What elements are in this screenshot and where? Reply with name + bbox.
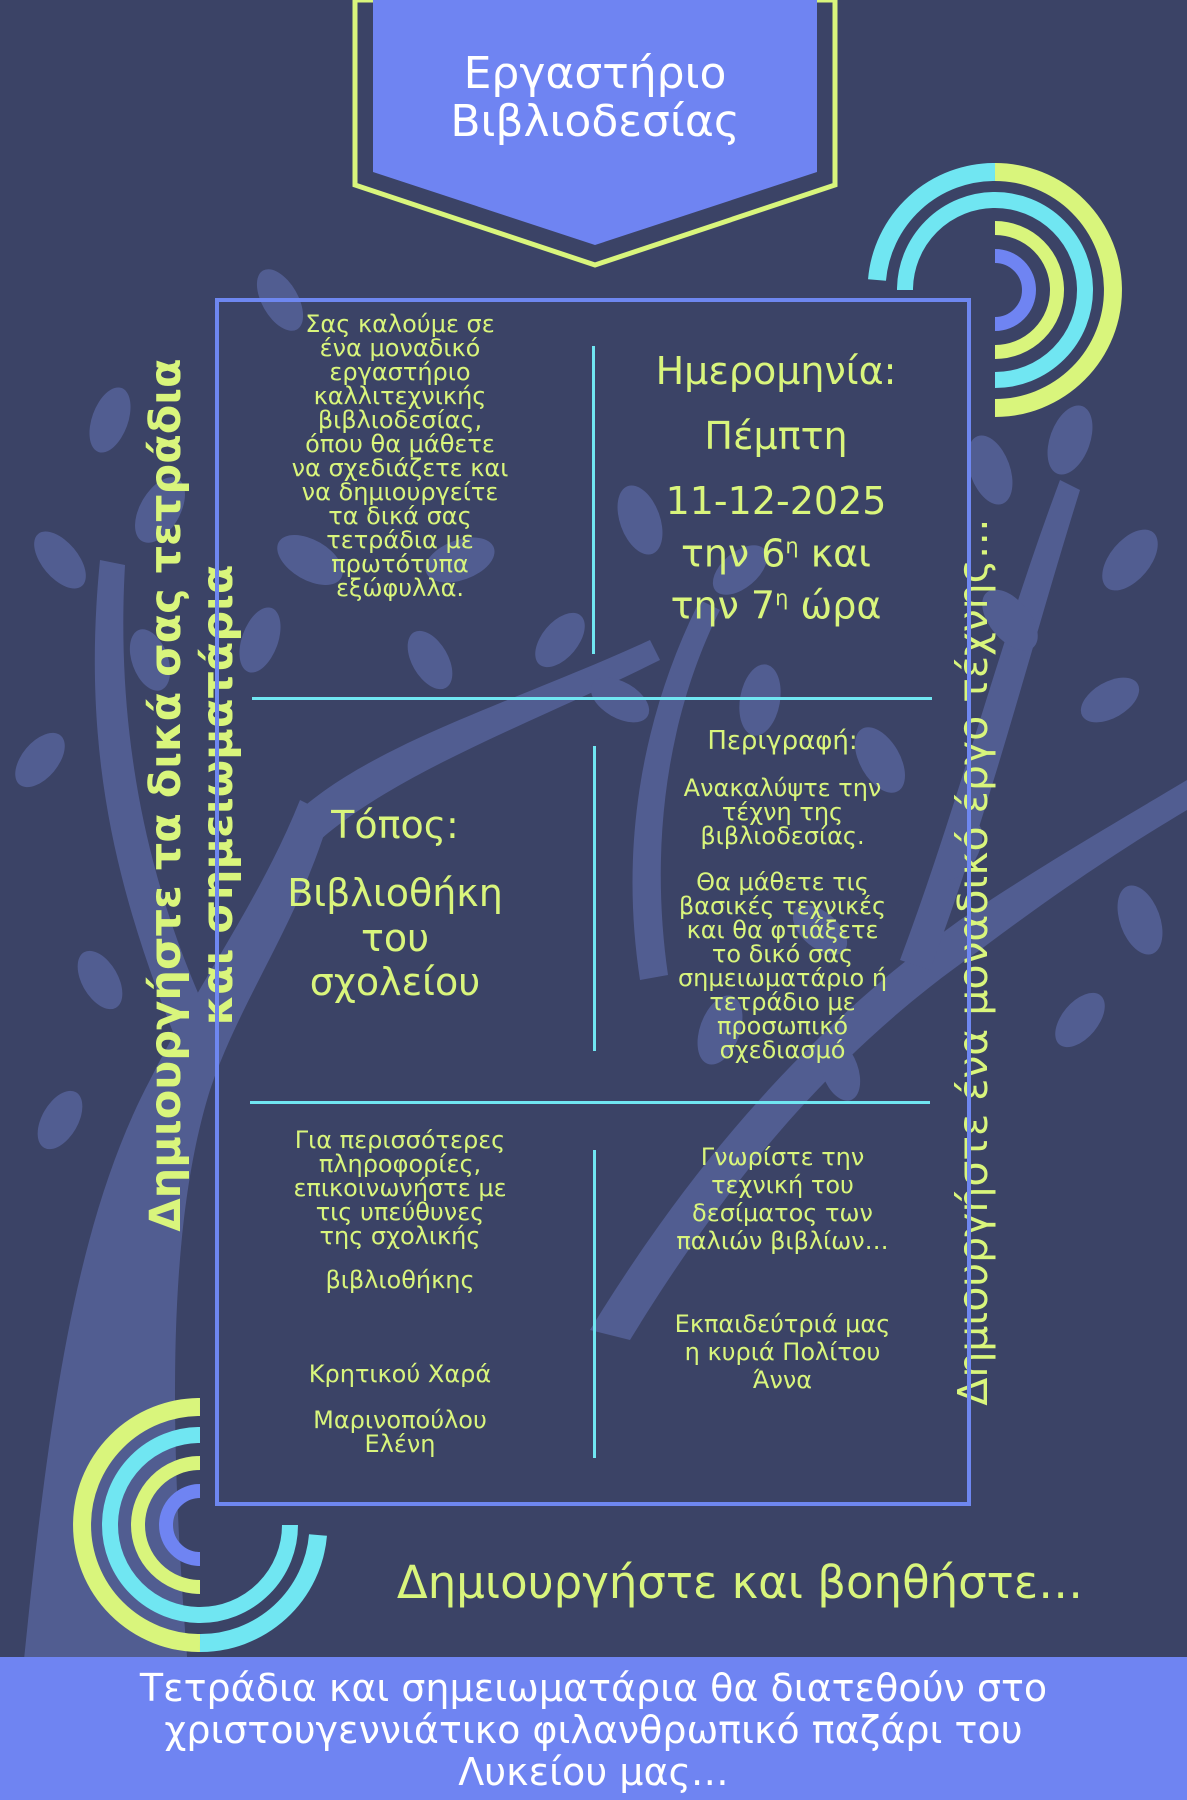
divider-horizontal-2 — [250, 1101, 930, 1104]
place-section — [250, 802, 540, 1004]
divider-vertical-3 — [593, 1150, 596, 1458]
date-label: Ημερομηνία: — [655, 349, 897, 393]
date-hour-1: την $6^\eta$ και — [680, 531, 872, 576]
description-section — [630, 726, 935, 1062]
contact-person-1: Κρητικού Χαρά — [308, 1360, 492, 1388]
contact-person-2-line-1: Μαρινοπούλου — [313, 1406, 487, 1434]
description-para-1: Ανακαλύψτε την τέχνη της βιβλιοδεσίας. — [683, 774, 882, 850]
place-label: Τόπος: — [331, 803, 459, 847]
contact-section: Για περισσότερες πληροφορίες, επικοινωνήστε με τις υπεύθυνες της σχολικής βιβλιοθήκης Κρητικού Χαρά Μαρινοπούλου Ελένη — [255, 1128, 545, 1456]
trainer: Εκπαιδεύτριά μας η κυριά Πολίτου Άννα — [674, 1310, 891, 1394]
intro-text: Σας καλούμε σε ένα μοναδικό εργαστήριο καλλιτεχνικής βιβλιοδεσίας, όπου θα μάθετε να σχεδιάζετε και να δημιουργείτε τα δικά σας τετράδια με πρωτότυπα εξώφυλλα. — [291, 310, 509, 602]
place-line-1: Βιβλιοθήκη — [287, 871, 503, 915]
side-text-right: Δημιουργήστε ένα μοναδικό έργο τέχνης… — [949, 518, 997, 1406]
footer-bar — [0, 1657, 1187, 1800]
contact-person-2-line-2: Ελένη — [364, 1430, 436, 1458]
divider-horizontal-1 — [252, 697, 932, 700]
description-para-2: Θα μάθετε τις βασικές τεχνικές και θα φτιάξετε το δικό σας σημειωματάριο ή τετράδιο με προσωπικό σχεδιασμό — [677, 868, 888, 1064]
side-left-line-2: και σημειωματάρια — [193, 564, 243, 1026]
page-title — [400, 50, 790, 146]
footer-text: Τετράδια και σημειωματάρια θα διατεθούν στο χριστουγεννιάτικο φιλανθρωπικό παζάρι του Λυκείου μας… — [139, 1666, 1048, 1794]
date-hour-2: την $7^\eta$ ώρα — [670, 583, 882, 628]
contact-library: βιβλιοθήκης — [325, 1266, 475, 1294]
technique-section: Γνωρίστε την τεχνική του δεσίματος των παλιών βιβλίων… Εκπαιδεύτριά μας η κυριά Πολίτου Άννα — [625, 1143, 940, 1394]
place-line-3: σχολείου — [309, 960, 481, 1004]
title-line-2: Βιβλιοδεσίας — [450, 96, 740, 147]
date-day: Πέμπτη — [704, 414, 848, 458]
place-line-2: του — [360, 916, 430, 960]
description-label: Περιγραφή: — [707, 726, 858, 756]
side-left-line-1: Δημιουργήστε τα δικά σας τετράδια — [141, 358, 191, 1232]
slogan: Δημιουργήστε και βοηθήστε… — [396, 1556, 1084, 1609]
date-section — [616, 348, 936, 627]
title-line-1: Εργαστήριο — [463, 48, 727, 99]
divider-vertical-2 — [593, 746, 596, 1051]
date-value: 11-12-2025 — [665, 479, 887, 523]
divider-vertical-1 — [592, 346, 595, 654]
